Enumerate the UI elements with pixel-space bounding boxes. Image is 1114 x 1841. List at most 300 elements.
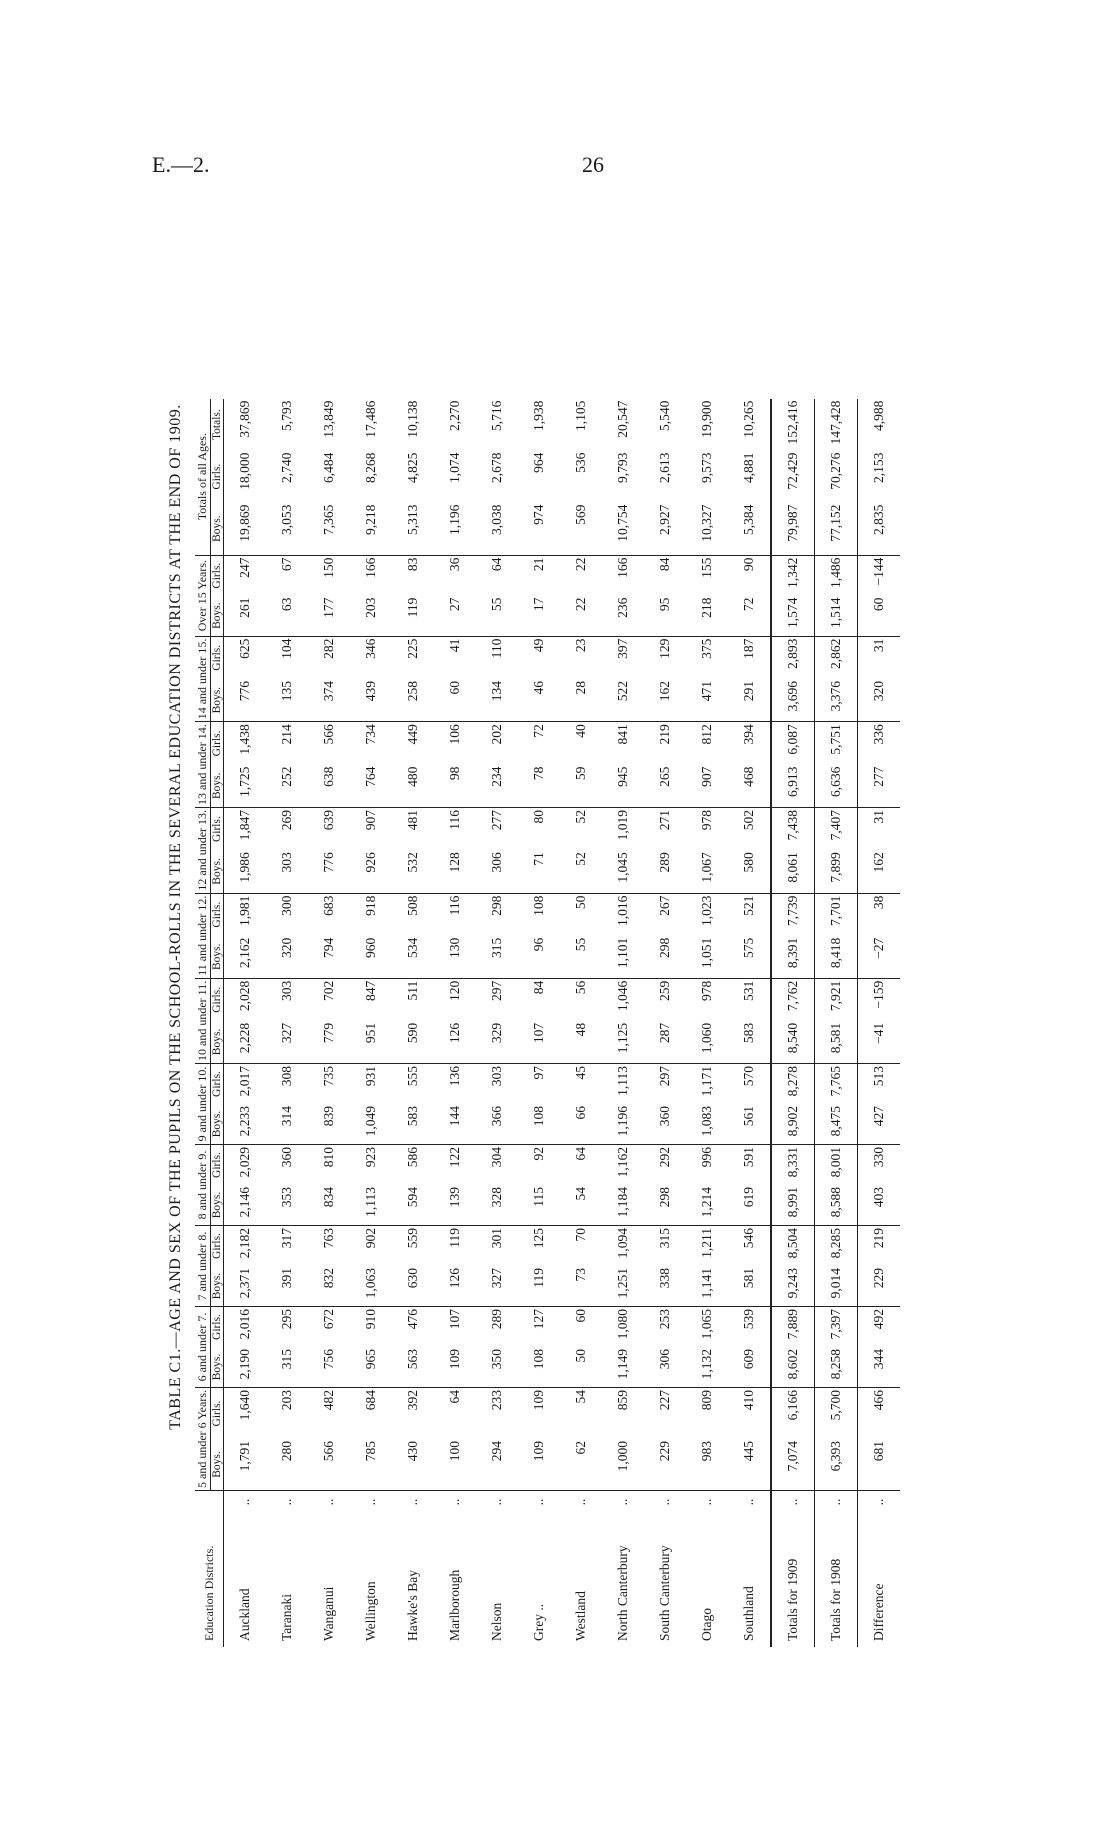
table-cell: 83 (405, 557, 420, 572)
leader-dots: .. (573, 1498, 588, 1506)
leader-dots: .. (615, 1498, 630, 1506)
table-cell: 591 (741, 1147, 756, 1168)
table-cell: 1,725 (224, 765, 267, 808)
age-group-header: 14 and under 15. (195, 636, 211, 722)
table-cell: 834 (308, 1185, 350, 1226)
district-name: Nelson (489, 1602, 504, 1641)
district-name: Totals for 1908 (815, 1513, 858, 1647)
table-cell: 996 (699, 1147, 714, 1168)
girls-subheader: Girls. (211, 636, 224, 679)
table-cell: 1,171 (699, 1066, 714, 1097)
age-group-header: 9 and under 10. (195, 1064, 211, 1145)
table-cell: 3,053 (266, 503, 308, 556)
table-cell: 4,825 (405, 452, 420, 483)
boys-subheader: Boys. (211, 1185, 224, 1226)
table-cell: 330 (858, 1145, 901, 1186)
table-cell: 2,678 (489, 452, 504, 483)
table-cell: 315 (657, 1228, 672, 1249)
table-cell: 97 (531, 1066, 546, 1080)
table-cell: 48 (560, 1021, 602, 1064)
table-cell: 430 (392, 1439, 434, 1491)
table-cell: 73 (560, 1266, 602, 1307)
table-cell: 583 (392, 1104, 434, 1145)
table-cell: 218 (686, 596, 728, 637)
table-cell: 1,083 (686, 1104, 728, 1145)
table-cell: 1,184 (602, 1185, 644, 1226)
table-cell: 779 (308, 1021, 350, 1064)
table-cell: 392 (405, 1390, 420, 1411)
table-cell: 445 (728, 1439, 771, 1491)
table-cell: 125 (531, 1228, 546, 1249)
table-cell: 859 (615, 1390, 630, 1411)
table-cell: 271 (657, 809, 672, 831)
table-cell: 147,428 (815, 399, 858, 451)
table-cell: 630 (392, 1266, 434, 1307)
table-cell: 261 (224, 596, 267, 637)
table-row (771, 399, 815, 1647)
table-cell: 2,233 (224, 1104, 267, 1145)
table-cell: 7,407 (815, 807, 858, 850)
table-cell: 1,080 (615, 1309, 630, 1340)
table-cell: 126 (434, 1021, 476, 1064)
table-cell: 394 (741, 724, 756, 745)
table-cell: 64 (489, 557, 504, 572)
table-cell: 49 (531, 638, 546, 653)
table-cell: 360 (644, 1104, 686, 1145)
table-row (224, 399, 267, 1647)
table-cell: 122 (447, 1147, 462, 1168)
table-cell: 277 (489, 809, 504, 831)
table-cell: 108 (518, 1347, 560, 1388)
table-cell: 581 (728, 1266, 771, 1307)
table-cell: 513 (858, 1064, 901, 1105)
table-cell: 60 (573, 1309, 588, 1323)
table-cell: 619 (728, 1185, 771, 1226)
table-cell: 511 (405, 980, 420, 1001)
girls-subheader: Girls. (211, 893, 224, 936)
table-cell: 320 (266, 936, 308, 979)
table-cell: 2,162 (224, 936, 267, 979)
leader-dots: .. (447, 1498, 462, 1506)
boys-subheader: Boys. (211, 1347, 224, 1388)
table-cell: 1,049 (350, 1104, 392, 1145)
boys-subheader: Boys. (211, 1104, 224, 1145)
table-cell: 681 (858, 1439, 901, 1491)
age-group-header: 7 and under 8. (195, 1226, 211, 1307)
table-cell: 1,574 (771, 596, 815, 637)
table-cell: 427 (858, 1104, 901, 1145)
leader-dots: .. (405, 1498, 420, 1506)
table-cell: 22 (573, 557, 588, 572)
table-cell: 17,486 (363, 400, 378, 438)
table-cell: 1,640 (237, 1390, 252, 1421)
table-cell: 569 (560, 503, 602, 556)
table-cell: 247 (237, 557, 252, 578)
table-cell: 219 (858, 1226, 901, 1267)
table-row (266, 399, 308, 1647)
table-cell: 1,065 (699, 1309, 714, 1340)
table-cell: 532 (392, 850, 434, 893)
leader-dots: .. (279, 1498, 294, 1506)
table-cell: 108 (531, 895, 546, 916)
table-cell: 234 (476, 765, 518, 808)
table-cell: 639 (321, 809, 336, 831)
table-cell: 918 (363, 895, 378, 916)
table-cell: 229 (644, 1439, 686, 1491)
table-cell: 22 (560, 596, 602, 637)
table-cell: 1,113 (350, 1185, 392, 1226)
table-cell: 139 (434, 1185, 476, 1226)
table-cell: 267 (657, 895, 672, 916)
table-cell: 329 (476, 1021, 518, 1064)
table-cell: 2,182 (237, 1228, 252, 1259)
table-cell: 308 (279, 1066, 294, 1087)
table-cell: 8,391 (771, 936, 815, 979)
table-cell: 1,060 (686, 1021, 728, 1064)
table-cell: 847 (363, 980, 378, 1002)
table-cell: 466 (858, 1388, 901, 1440)
leader-dots: .. (657, 1498, 672, 1506)
table-cell: 9,243 (771, 1266, 815, 1307)
table-cell: 776 (308, 850, 350, 893)
table-cell: 70 (573, 1228, 588, 1242)
document-code: E.—2. (152, 152, 210, 177)
table-cell: 439 (350, 679, 392, 722)
table-cell: 152,416 (771, 399, 815, 451)
table-cell: 735 (321, 1066, 336, 1087)
table-cell: 1,063 (350, 1266, 392, 1307)
table-cell: 55 (560, 936, 602, 979)
table-cell: 1,791 (224, 1439, 267, 1491)
table-cell: 60 (858, 596, 901, 637)
girls-subheader: Girls. (211, 1307, 224, 1348)
age-group-header: Totals of all Ages. (195, 399, 211, 556)
table-cell: 95 (644, 596, 686, 637)
table-cell: 8,475 (815, 1104, 858, 1145)
table-cell: 546 (741, 1228, 756, 1249)
table-cell: 55 (476, 596, 518, 637)
table-cell: −144 (858, 555, 901, 596)
table-cell: 734 (363, 724, 378, 745)
table-cell: 1,141 (686, 1266, 728, 1307)
table-cell: 90 (741, 557, 756, 572)
table-cell: 31 (858, 807, 901, 850)
table-cell: 1,847 (237, 809, 252, 841)
table-cell: 130 (434, 936, 476, 979)
table-cell: 6,393 (815, 1439, 858, 1491)
table-cell: 37,869 (237, 400, 252, 438)
table-cell: 10,327 (686, 503, 728, 556)
table-cell: 72 (728, 596, 771, 637)
table-cell: 468 (728, 765, 771, 808)
table-cell: 109 (434, 1347, 476, 1388)
table-cell: 1,251 (602, 1266, 644, 1307)
age-group-header: 12 and under 13. (195, 807, 211, 893)
table-cell: 1,211 (699, 1228, 714, 1258)
table-cell: 317 (279, 1228, 294, 1249)
table-cell: 609 (728, 1347, 771, 1388)
table-cell: 116 (447, 895, 462, 916)
table-cell: 583 (728, 1021, 771, 1064)
table-cell: 8,258 (815, 1347, 858, 1388)
table-row (518, 399, 560, 1647)
table-row (815, 399, 858, 1647)
table-cell: 109 (531, 1390, 546, 1411)
table-cell: 964 (531, 452, 546, 473)
table-cell: 295 (279, 1309, 294, 1330)
table-cell: 63 (266, 596, 308, 637)
table-cell: 1,196 (602, 1104, 644, 1145)
table-cell: 291 (728, 679, 771, 722)
sub-header-row (211, 399, 224, 1647)
table-cell: 303 (489, 1066, 504, 1087)
district-name: South Canterbury (657, 1545, 672, 1641)
table-cell: 931 (363, 1066, 378, 1087)
table-cell: 116 (447, 809, 462, 830)
table-title: TABLE C1.—AGE AND SEX OF THE PUPILS ON THE SCHOOL-ROLLS IN THE SEVERAL EDUCATION DISTRICTS AT THE END OF 1909. (167, 404, 184, 1430)
table-cell: 155 (699, 557, 714, 578)
table-cell: 2,190 (224, 1347, 267, 1388)
table-cell: 8,331 (771, 1145, 815, 1186)
table-cell: 2,029 (237, 1147, 252, 1178)
table-cell: 54 (560, 1185, 602, 1226)
table-cell: 7,365 (308, 503, 350, 556)
table-cell: 481 (405, 809, 420, 831)
table-cell: 482 (321, 1390, 336, 1411)
table-cell: 253 (657, 1309, 672, 1330)
table-cell: 1,094 (615, 1228, 630, 1259)
table-cell: 229 (858, 1266, 901, 1307)
table-cell: 297 (657, 1066, 672, 1087)
table-cell: 566 (308, 1439, 350, 1491)
table-cell: 570 (741, 1066, 756, 1087)
table-cell: 763 (321, 1228, 336, 1249)
table-cell: 683 (321, 895, 336, 916)
table-cell: 236 (602, 596, 644, 637)
table-cell: 590 (392, 1021, 434, 1064)
table-cell: 2,017 (237, 1066, 252, 1097)
table-row (392, 399, 434, 1647)
table-row (434, 399, 476, 1647)
table-cell: 128 (434, 850, 476, 893)
table-cell: 563 (392, 1347, 434, 1388)
leader-dots: .. (237, 1498, 252, 1506)
table-cell: 10,138 (405, 400, 420, 438)
girls-subheader: Girls. (211, 722, 224, 765)
table-cell: 555 (405, 1066, 420, 1087)
table-cell: 1,051 (686, 936, 728, 979)
table-cell: 23 (573, 638, 588, 653)
table-cell: 10,754 (602, 503, 644, 556)
table-cell: 108 (518, 1104, 560, 1145)
table-cell: 327 (476, 1266, 518, 1307)
table-cell: 960 (350, 936, 392, 979)
table-cell: 764 (350, 765, 392, 808)
table-cell: 127 (531, 1309, 546, 1330)
age-group-header: 11 and under 12. (195, 893, 211, 978)
table-cell: 2,740 (279, 452, 294, 483)
table-cell: 78 (518, 765, 560, 808)
boys-subheader: Boys. (211, 1439, 224, 1491)
table-cell: 338 (644, 1266, 686, 1307)
girls-subheader: Girls. (211, 451, 224, 503)
table-cell: 812 (699, 724, 714, 745)
table-cell: 19,869 (224, 503, 267, 556)
table-cell: 277 (858, 765, 901, 808)
table-cell: 38 (858, 893, 901, 936)
table-cell: 5,313 (392, 503, 434, 556)
table-cell: 303 (279, 980, 294, 1002)
table-cell: 13,849 (321, 400, 336, 438)
table-cell: 7,739 (771, 893, 815, 936)
table-cell: 315 (476, 936, 518, 979)
table-cell: 18,000 (237, 452, 252, 490)
table-cell: 31 (858, 636, 901, 679)
table-cell: 54 (573, 1390, 588, 1404)
table-cell: 36 (447, 557, 462, 572)
table-cell: 203 (350, 596, 392, 637)
table-cell: 120 (447, 980, 462, 1002)
leader-dots: .. (858, 1491, 901, 1514)
table-cell: 106 (447, 724, 462, 745)
leader-dots: .. (531, 1498, 546, 1506)
table-cell: 910 (363, 1309, 378, 1330)
girls-subheader: Girls. (211, 1145, 224, 1186)
table-cell: 7,899 (815, 850, 858, 893)
boys-subheader: Boys. (211, 596, 224, 637)
table-cell: −27 (858, 936, 901, 979)
table-cell: 1,196 (434, 503, 476, 556)
table-cell: 166 (363, 557, 378, 578)
table-cell: 41 (447, 638, 462, 653)
table-cell: 702 (321, 980, 336, 1002)
table-cell: 50 (560, 1347, 602, 1388)
table-row (350, 399, 392, 1647)
table-cell: 225 (405, 638, 420, 659)
table-cell: 575 (728, 936, 771, 979)
table-cell: 594 (392, 1185, 434, 1226)
table-cell: 119 (392, 596, 434, 637)
table-cell: 280 (266, 1439, 308, 1491)
table-cell: 502 (741, 809, 756, 831)
table-cell: 809 (699, 1390, 714, 1411)
table-cell: 187 (741, 638, 756, 659)
table-cell: 410 (741, 1390, 756, 1411)
table-cell: 531 (741, 980, 756, 1002)
girls-subheader: Girls. (211, 1226, 224, 1267)
table-cell: 328 (476, 1185, 518, 1226)
table-cell: 1,486 (815, 555, 858, 596)
table-cell: 219 (657, 724, 672, 745)
table-cell: 8,268 (363, 452, 378, 483)
table-cell: 1,023 (699, 895, 714, 926)
table-cell: 282 (321, 638, 336, 659)
table-cell: 2,835 (858, 503, 901, 556)
table-cell: 756 (308, 1347, 350, 1388)
table-cell: 1,125 (602, 1021, 644, 1064)
table-row (686, 399, 728, 1647)
table-cell: 776 (224, 679, 267, 722)
table-cell: 1,067 (686, 850, 728, 893)
table-cell: 638 (308, 765, 350, 808)
table-cell: 2,146 (224, 1185, 267, 1226)
table-cell: 72,429 (771, 451, 815, 503)
age-group-header: 10 and under 11. (195, 978, 211, 1063)
boys-subheader: Boys. (211, 936, 224, 979)
table-cell: 5,793 (279, 400, 294, 431)
table-cell: 7,765 (815, 1064, 858, 1105)
table-cell: 521 (741, 895, 756, 916)
table-cell: 1,981 (237, 895, 252, 926)
leader-dots: .. (741, 1498, 756, 1506)
table-row (602, 399, 644, 1647)
table-cell: 2,153 (858, 451, 901, 503)
table-cell: 1,162 (615, 1147, 630, 1178)
table-cell: 1,105 (573, 400, 588, 431)
leader-dots: .. (489, 1498, 504, 1506)
district-name: Southland (741, 1586, 756, 1641)
table-cell: 559 (405, 1228, 420, 1249)
table-cell: 839 (308, 1104, 350, 1145)
table-cell: 294 (476, 1439, 518, 1491)
table-cell: 327 (266, 1021, 308, 1064)
district-name: Marlborough (447, 1569, 462, 1641)
table-cell: 27 (434, 596, 476, 637)
table-cell: 104 (279, 638, 294, 659)
table-cell: 8,902 (771, 1104, 815, 1145)
leader-dots: .. (815, 1491, 858, 1514)
table-cell: 1,016 (615, 895, 630, 926)
age-group-header: 8 and under 9. (195, 1145, 211, 1226)
table-cell: 8,504 (771, 1226, 815, 1267)
table-cell: 166 (615, 557, 630, 578)
leader-dots: .. (699, 1498, 714, 1506)
table-cell: 84 (531, 980, 546, 995)
table-cell: 227 (657, 1390, 672, 1411)
table-cell: 684 (363, 1390, 378, 1411)
district-column-header: Education Districts. (195, 1491, 224, 1648)
table-cell: 110 (489, 638, 504, 659)
table-row (560, 399, 602, 1647)
table-cell: 62 (560, 1439, 602, 1491)
table-cell: 350 (476, 1347, 518, 1388)
table-cell: 64 (573, 1147, 588, 1161)
table-cell: 965 (350, 1347, 392, 1388)
district-name: Wanganui (321, 1586, 336, 1641)
table-cell: 1,938 (531, 400, 546, 431)
table-cell: −41 (858, 1021, 901, 1064)
table-cell: 536 (573, 452, 588, 473)
age-group-header: Over 15 Years. (195, 555, 211, 636)
table-cell: 306 (476, 850, 518, 893)
table-cell: 2,016 (237, 1309, 252, 1340)
rotated-table-block (157, 187, 957, 1647)
table-cell: 1,149 (602, 1347, 644, 1388)
table-cell: 7,438 (771, 807, 815, 850)
table-cell: 119 (447, 1228, 462, 1248)
table-cell: 71 (518, 850, 560, 893)
table-cell: 374 (308, 679, 350, 722)
table-cell: 9,014 (815, 1266, 858, 1307)
table-cell: 391 (266, 1266, 308, 1307)
girls-subheader: Girls. (211, 1064, 224, 1105)
table-cell: 265 (644, 765, 686, 808)
table-cell: 7,701 (815, 893, 858, 936)
table-row (644, 399, 686, 1647)
table-cell: 926 (350, 850, 392, 893)
table-cell: 566 (321, 724, 336, 745)
table-cell: 9,573 (699, 452, 714, 483)
